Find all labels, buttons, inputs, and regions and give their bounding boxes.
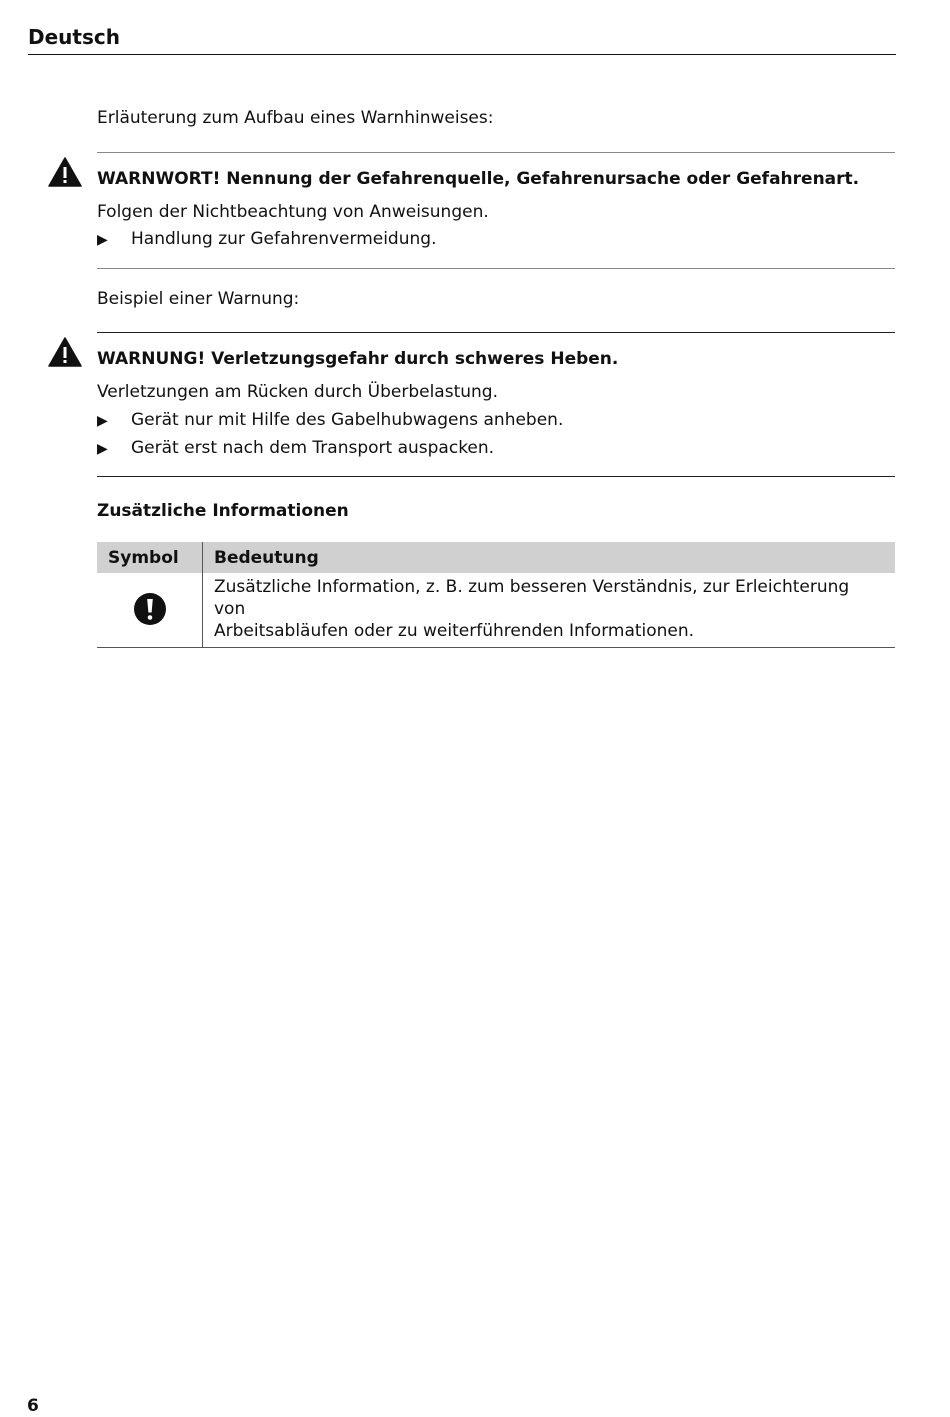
column-header-bedeutung: Bedeutung [203,542,896,573]
symbol-table [97,542,895,648]
page-number: 6 [27,1396,39,1416]
table-header-row [97,542,895,573]
bullet-arrow-icon: ▶ [97,413,108,429]
warning-template-action [97,228,436,251]
language-title: Deutsch [28,25,120,49]
exclamation-circle-icon [133,592,167,626]
meaning-line: Arbeitsabläufen oder zu weiterführenden Informationen. [214,621,695,641]
warning-example-heading: WARNUNG! Verletzungsgefahr durch schweres Heben. [97,349,619,369]
bullet-arrow-icon: ▶ [97,441,108,457]
warning-example-action [97,409,563,432]
warning-template-bottom-rule [97,268,895,269]
warning-example-action [97,437,494,460]
warning-example-consequence: Verletzungen am Rücken durch Überbelastung. [97,382,498,402]
column-header-symbol: Symbol [97,542,203,573]
page-header [28,24,896,55]
warning-example-bottom-rule [97,476,895,477]
warning-template-consequence: Folgen der Nichtbeachtung von Anweisungen. [97,202,489,222]
action-text: Gerät erst nach dem Transport auspacken. [131,438,495,458]
additional-info-heading: Zusätzliche Informationen [97,501,349,521]
warning-template-top-rule [97,152,895,153]
bullet-arrow-icon: ▶ [97,232,108,248]
meaning-line: Zusätzliche Information, z. B. zum besseren Verständnis, zur Erleichterung von [214,577,850,619]
warning-example-top-rule [97,332,895,333]
meaning-cell [203,573,896,648]
example-intro-text: Beispiel einer Warnung: [97,289,300,309]
action-text: Handlung zur Gefahrenvermeidung. [131,229,437,249]
warning-triangle-icon [48,157,82,187]
warning-template-heading: WARNWORT! Nennung der Gefahrenquelle, Gefahrenursache oder Gefahrenart. [97,169,860,189]
symbol-cell [97,573,203,648]
table-row [97,573,895,648]
action-text: Gerät nur mit Hilfe des Gabelhubwagens anheben. [131,410,564,430]
warning-triangle-icon [48,337,82,367]
intro-text: Erläuterung zum Aufbau eines Warnhinweises: [97,108,494,128]
